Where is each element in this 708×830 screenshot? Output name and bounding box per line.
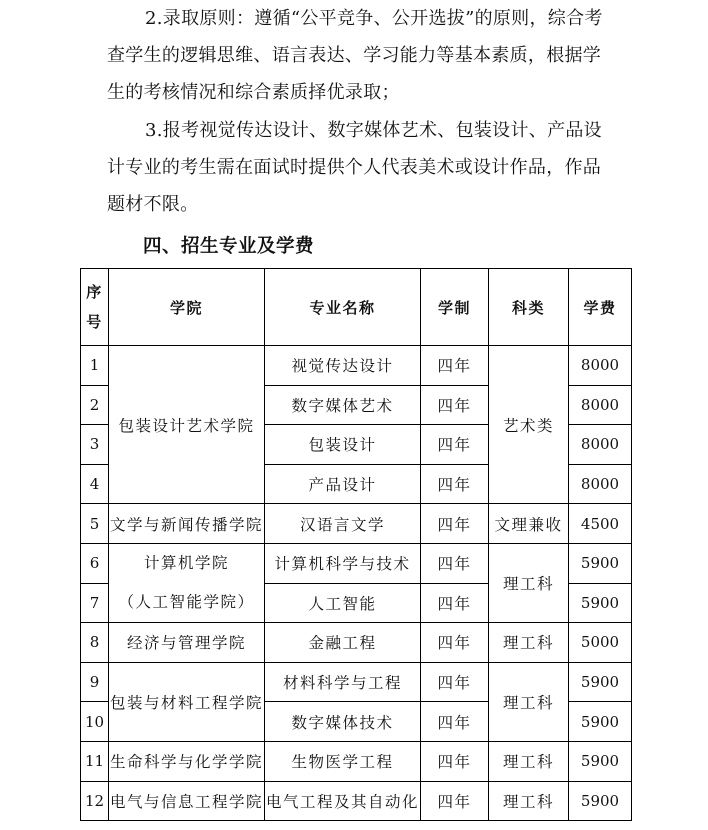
table-row [81, 662, 632, 702]
major-cell: 金融工程 [265, 623, 421, 663]
row-number: 1 [81, 346, 109, 386]
duration-cell: 四年 [421, 425, 489, 465]
category-cell: 理工科 [489, 741, 569, 781]
duration-cell: 四年 [421, 702, 489, 742]
college-cell: 经济与管理学院 [109, 623, 265, 663]
duration-cell: 四年 [421, 464, 489, 504]
major-cell: 产品设计 [265, 464, 421, 504]
college-cell: 计算机学院 （人工智能学院） [109, 543, 265, 622]
major-cell: 数字媒体艺术 [265, 385, 421, 425]
major-cell: 材料科学与工程 [265, 662, 421, 702]
major-cell: 生物医学工程 [265, 741, 421, 781]
college-cell: 文学与新闻传播学院 [109, 504, 265, 544]
row-number: 5 [81, 504, 109, 544]
table-row [81, 623, 632, 663]
fee-cell: 5900 [569, 702, 632, 742]
portfolio-requirement-paragraph [107, 112, 607, 223]
fee-cell: 4500 [569, 504, 632, 544]
fee-cell: 5000 [569, 623, 632, 663]
duration-cell: 四年 [421, 346, 489, 386]
table-row [81, 543, 632, 583]
duration-cell: 四年 [421, 385, 489, 425]
category-cell: 理工科 [489, 781, 569, 821]
row-number: 8 [81, 623, 109, 663]
row-number: 6 [81, 543, 109, 583]
fee-cell: 8000 [569, 346, 632, 386]
header-seq: 序 号 [81, 269, 109, 346]
college-cell: 电气与信息工程学院 [109, 781, 265, 821]
category-cell: 艺术类 [489, 346, 569, 504]
fee-cell: 8000 [569, 385, 632, 425]
table-row [81, 346, 632, 386]
college-cell: 包装设计艺术学院 [109, 346, 265, 504]
category-cell: 理工科 [489, 543, 569, 622]
table-header-row [81, 269, 632, 346]
duration-cell: 四年 [421, 623, 489, 663]
major-cell: 数字媒体技术 [265, 702, 421, 742]
duration-cell: 四年 [421, 781, 489, 821]
row-number: 7 [81, 583, 109, 623]
category-cell: 理工科 [489, 623, 569, 663]
duration-cell: 四年 [421, 543, 489, 583]
category-cell: 文理兼收 [489, 504, 569, 544]
header-category: 科类 [489, 269, 569, 346]
major-cell: 电气工程及其自动化 [265, 781, 421, 821]
duration-cell: 四年 [421, 583, 489, 623]
duration-cell: 四年 [421, 504, 489, 544]
row-number: 11 [81, 741, 109, 781]
header-duration: 学制 [421, 269, 489, 346]
portfolio-requirement-text: 3.报考视觉传达设计、数字媒体艺术、包装设计、产品设计专业的考生需在面试时提供个人代表美术或设计作品，作品题材不限。 [107, 120, 602, 215]
admission-principle-paragraph [107, 0, 607, 111]
row-number: 12 [81, 781, 109, 821]
duration-cell: 四年 [421, 662, 489, 702]
college-cell: 包装与材料工程学院 [109, 662, 265, 741]
major-cell: 包装设计 [265, 425, 421, 465]
major-cell: 视觉传达设计 [265, 346, 421, 386]
major-cell: 汉语言文学 [265, 504, 421, 544]
major-cell: 人工智能 [265, 583, 421, 623]
header-major: 专业名称 [265, 269, 421, 346]
duration-cell: 四年 [421, 741, 489, 781]
header-fee: 学费 [569, 269, 632, 346]
fee-cell: 5900 [569, 583, 632, 623]
table-row [81, 781, 632, 821]
table-row [81, 504, 632, 544]
row-number: 2 [81, 385, 109, 425]
fee-cell: 8000 [569, 464, 632, 504]
row-number: 10 [81, 702, 109, 742]
section-heading: 四、招生专业及学费 [143, 236, 315, 257]
major-cell: 计算机科学与技术 [265, 543, 421, 583]
college-cell: 生命科学与化学学院 [109, 741, 265, 781]
fee-cell: 5900 [569, 543, 632, 583]
fee-cell: 5900 [569, 662, 632, 702]
fee-cell: 5900 [569, 741, 632, 781]
admission-principle-text: 2.录取原则：遵循“公平竞争、公开选拔”的原则，综合考查学生的逻辑思维、语言表达、学习能力等基本素质，根据学生的考核情况和综合素质择优录取； [107, 8, 603, 103]
category-cell: 理工科 [489, 662, 569, 741]
table-row [81, 741, 632, 781]
row-number: 9 [81, 662, 109, 702]
row-number: 4 [81, 464, 109, 504]
header-college: 学院 [109, 269, 265, 346]
fee-cell: 5900 [569, 781, 632, 821]
majors-fees-table [80, 268, 632, 821]
fee-cell: 8000 [569, 425, 632, 465]
row-number: 3 [81, 425, 109, 465]
